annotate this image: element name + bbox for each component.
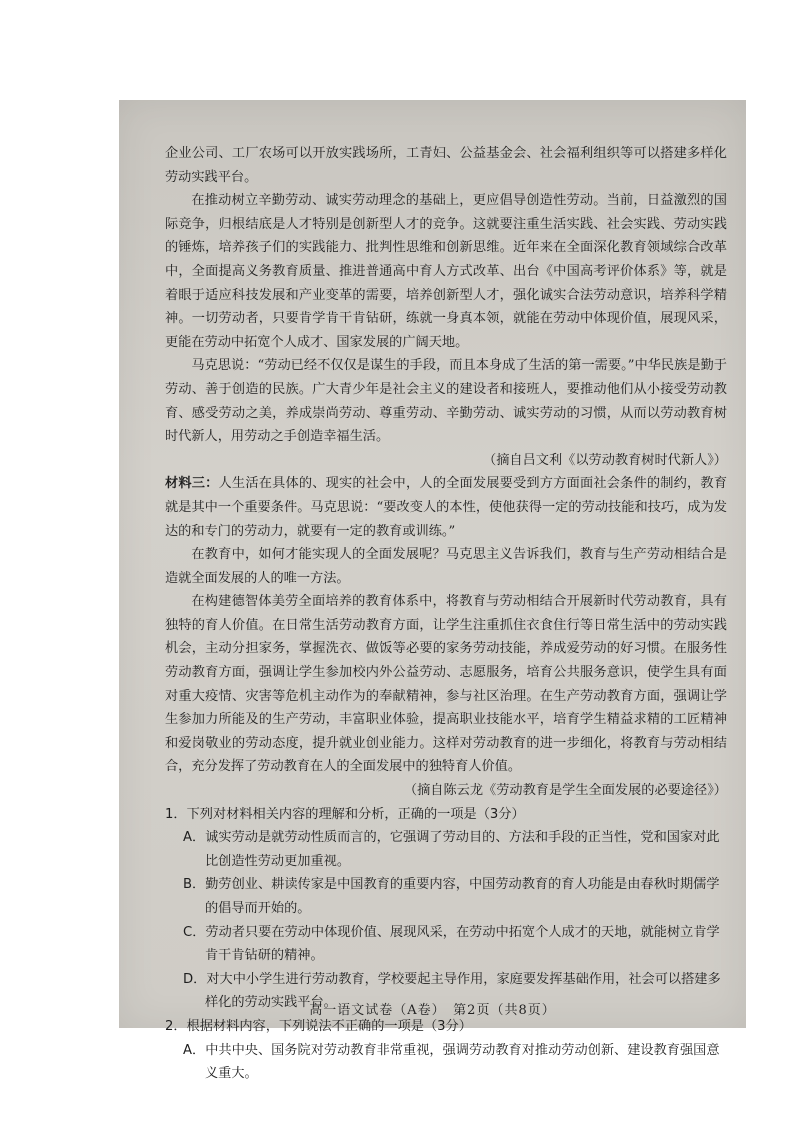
page-footer: 高一语文试卷（A卷） 第2页（共8页） xyxy=(309,1003,556,1018)
paragraph-text: 人生活在具体的、现实的社会中，人的全面发展要受到方方面面社会条件的制约，教育就是其中一个重要条件。马克思说：“要改变人的本性，使他获得一定的劳动技能和技巧，成为发达的和专门的劳动力，就要有一定的教育或训练。” xyxy=(165,476,728,539)
paragraph: 企业公司、工厂农场可以开放实践场所，工青妇、公益基金会、社会福利组织等可以搭建多样化劳动实践平台。 xyxy=(165,146,727,185)
paragraph: 马克思说：“劳动已经不仅仅是谋生的手段，而且本身成了生活的第一需要。”中华民族是勤于劳动、善于创造的民族。广大青少年是社会主义的建设者和接班人，要推动他们从小接受劳动教育、感受劳动之美，养成崇尚劳动、尊重劳动、辛勤劳动、诚实劳动的习惯，从而以劳动教育树时代新人，用劳动之手创造幸福生活。 xyxy=(165,358,727,445)
source-citation: （摘自陈云龙《劳动教育是学生全面发展的必要途径》） xyxy=(403,783,727,799)
question-stem: 2．根据材料内容，下列说法不正确的一项是（3分） xyxy=(165,1018,472,1034)
option-a: A．中共中央、国务院对劳动教育非常重视，强调劳动教育对推动劳动创新、建设教育强国意义重大。 xyxy=(183,1042,720,1082)
source-citation: （摘自吕文利《以劳动教育树时代新人》） xyxy=(483,452,727,468)
option-a: A．诚实劳动是就劳动性质而言的，它强调了劳动目的、方法和手段的正当性，党和国家对此比创造性劳动更加重视。 xyxy=(183,830,720,869)
question-stem: 1．下列对材料相关内容的理解和分析，正确的一项是（3分） xyxy=(165,806,525,822)
option-d: D．对大中小学生进行劳动教育，学校要起主导作用，家庭要发挥基础作用，社会可以搭建多样化的劳动实践平台。 xyxy=(183,971,721,1011)
paragraph: 在教育中，如何才能实现人的全面发展呢？马克思主义告诉我们，教育与生产劳动相结合是造就全面发展的人的唯一方法。 xyxy=(165,547,727,586)
paragraph: 在推动树立辛勤劳动、诚实劳动理念的基础上，更应倡导创造性劳动。当前，日益激烈的国际竞争，归根结底是人才特别是创新型人才的竞争。这就要注重生活实践、社会实践、劳动实践的锤炼，培养孩子们的实践能力、批判性思维和创新思维。近年来在全面深化教育领域综合改革中，全面提高义务教育质量、推进普通高中育人方式改革、出台《中国高考评价体系》等，就是着眼于适应科技发展和产业变革的需要，培养创新型人才，强化诚实合法劳动意识，培养科学精神。一切劳动者，只要肯学肯干肯钻研，练就一身真本领，就能在劳动中体现价值，展现风采，更能在劳动中拓宽个人成才、国家发展的广阔天地。 xyxy=(165,193,727,350)
exam-page-photo xyxy=(119,100,746,1082)
material-three-paragraph xyxy=(165,472,727,543)
option-b: B．勤劳创业、耕读传家是中国教育的重要内容，中国劳动教育的育人功能是由春秋时期儒学的倡导而开始的。 xyxy=(183,877,720,916)
exam-text-body xyxy=(165,142,727,1086)
material-label: 材料三： xyxy=(165,476,219,492)
option-c: C．劳动者只要在劳动中体现价值、展现风采，在劳动中拓宽个人成才的天地，就能树立肯学肯干肯钻研的精神。 xyxy=(183,924,720,964)
paragraph: 在构建德智体美劳全面培养的教育体系中，将教育与劳动相结合开展新时代劳动教育，具有独特的育人价值。在日常生活劳动教育方面，让学生注重抓住衣食住行等日常生活中的劳动实践机会，主动分担家务，掌握洗衣、做饭等必要的家务劳动技能，养成爱劳动的好习惯。在服务性劳动教育方面，强调让学生参加校内外公益劳动、志愿服务，培育公共服务意识，使学生具有面对重大疫情、灾害等危机主动作为的奉献精神，参与社区治理。在生产劳动教育方面，强调让学生参加力所能及的生产劳动，丰富职业体验，提高职业技能水平，培育学生精益求精的工匠精神和爱岗敬业的劳动态度，提升就业创业能力。这样对劳动教育的进一步细化，将教育与劳动相结合，充分发挥了劳动教育在人的全面发展中的独特育人价值。 xyxy=(165,594,727,775)
